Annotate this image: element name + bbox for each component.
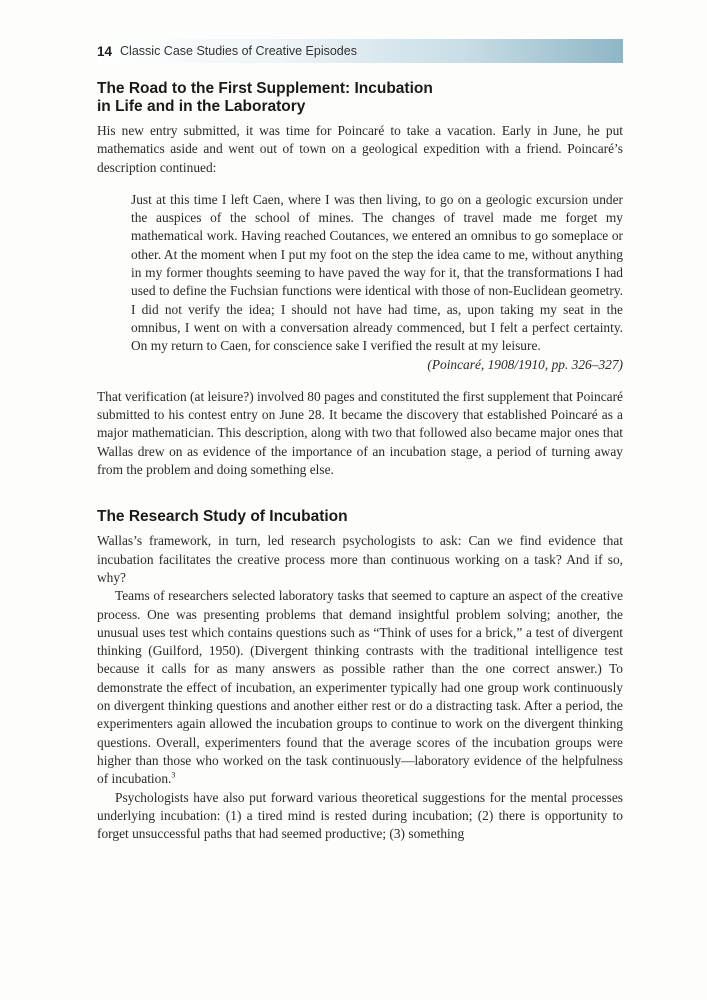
running-header [97,39,623,63]
section-heading-incubation-life [97,80,623,116]
heading-line-2: in Life and in the Laboratory [97,98,306,115]
running-head-title: Classic Case Studies of Creative Episodes [120,44,357,58]
intro-paragraph: His new entry submitted, it was time for Poincaré to take a vacation. Early in June, he put mathematics aside and went out of town on a geological expedition with a friend. Poincaré’s description continued: [97,123,623,175]
block-quote [131,191,623,374]
paragraph-wallas-framework: Wallas’s framework, in turn, led research psychologists to ask: Can we find evidence that incubation facilitates the creative process more than continuous working on a task? And if so, why? [97,533,623,585]
page-number: 14 [97,43,113,59]
footnote-marker: 3 [171,770,176,780]
paragraph-research-teams-text: Teams of researchers selected laboratory tasks that seemed to capture an aspect of the creative process. One was presenting problems that demand insightful problem solving; another, the unusual uses test which contains questions such as “Think of uses for a brick,” a test of divergent thinking (Guilford, 1950). (Divergent thinking contrasts with the traditional intelligence test because it calls for as many answers as possible rather than the one correct answer.) To demonstrate the effect of incubation, an experimenter typically had one group work continuously on divergent thinking questions and another either rest or do a distracting task. After a period, the experimenters again allowed the incubation groups to continue to work on the divergent thinking questions. Overall, experimenters found that the average scores of the incubation groups were higher than those who worked on the task continuously—laboratory evidence of the helpfulness of incubation. [97,588,623,787]
section-heading-research-study: The Research Study of Incubation [97,508,348,526]
quote-citation: (Poincaré, 1908/1910, pp. 326–327) [427,356,623,372]
paragraph-theoretical-suggestions: Psychologists have also put forward various theoretical suggestions for the mental processes underlying incubation: (1) a tired mind is rested during incubation; (2) there is opportunity to forget unsuccessful paths that had seemed productive; (3) something [97,789,623,842]
quote-text: Just at this time I left Caen, where I was then living, to go on a geologic excursion under the auspices of the school of mines. The changes of travel made me forget my mathematical work. Having reached Coutances, we entered an omnibus to go someplace or other. At the moment when I put my foot on the step the idea came to me, without anything in my former thoughts seeming to have paved the way for it, that the transformations I had used to define the Fuchsian functions were identical with those of non-Euclidean geometry. I did not verify the idea; I should not have had time, as, upon taking my seat in the omnibus, I went on with a conversation already commenced, but I felt a perfect certainty. On my return to Caen, for conscience sake I verified the result at my leisure. [131,191,623,354]
after-quote-paragraph: That verification (at leisure?) involved 80 pages and constituted the first supplement that Poincaré submitted to his contest entry on June 28. It became the discovery that established Poincaré as a major mathematician. This description, along with two that followed also became major ones that Wallas drew on as evidence of the importance of an incubation stage, a period of turning away from the problem and doing something else. [97,388,623,478]
paragraph-research-teams [97,587,623,788]
heading-line-1: The Road to the First Supplement: Incubation [97,80,433,97]
page-body [97,80,623,843]
